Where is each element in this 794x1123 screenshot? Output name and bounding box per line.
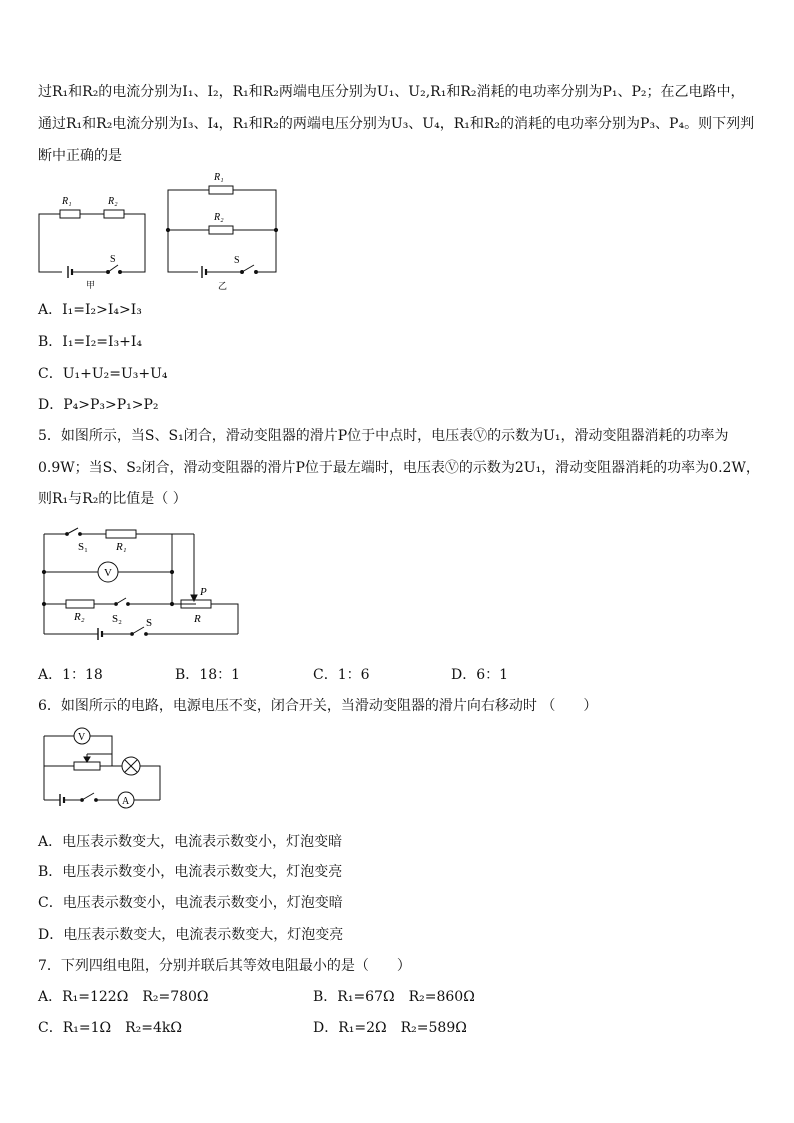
q6-option-d: D．电压表示数变大，电流表示数变大，灯泡变亮: [38, 927, 344, 943]
label-r1-q5: R₁: [116, 541, 127, 553]
q4-option-a: A．I₁=I₂>I₄>I₃: [38, 302, 142, 318]
resistor-r1-q5: [106, 530, 136, 538]
q6-option-b: B．电压表示数变小，电流表示数变大，灯泡变亮: [38, 864, 343, 880]
label-s-q5: S: [146, 617, 153, 629]
voltmeter-label-q5: V: [104, 567, 112, 579]
label-r-q5: R: [194, 613, 201, 625]
voltmeter-label-q6: V: [78, 732, 86, 743]
q4-stem-line1: 过R₁和R₂的电流分别为I₁、I₂，R₁和R₂两端电压分别为U₁、U₂,R₁和R₂消耗的电功率分别为P₁、P₂；在乙电路中，: [38, 84, 745, 100]
switch-s-q5: [132, 627, 144, 634]
q7-stem: 7．下列四组电阻，分别并联后其等效电阻最小的是（ ）: [38, 958, 411, 974]
switch-s1-q5: [67, 528, 78, 534]
q4-stem-line3: 断中正确的是: [38, 148, 122, 164]
q5-stem-line2: 0.9W；当S、S₂闭合，滑动变阻器的滑片P位于最左端时，电压表Ⓥ的示数为2U₁，滑动变阻器消耗的功率为0.2W，: [38, 460, 760, 476]
label-r1-yi: R₁: [214, 172, 224, 183]
q5-option-b: B．18：1: [175, 667, 241, 683]
q5-option-c: C．1：6: [313, 667, 370, 683]
circuit-jia-figure: [34, 188, 154, 292]
q4-stem-line2: 通过R₁和R₂电流分别为I₃、I₄，R₁和R₂的两端电压分别为U₃、U₄，R₁和R₂的消耗的电功率分别为P₃、P₄。则下列判: [38, 116, 755, 132]
q5-stem-line3: 则R₁与R₂的比值是（ ）: [38, 491, 187, 507]
label-s-yi: S: [234, 255, 240, 266]
circuit-yi-figure: [162, 168, 282, 292]
ammeter-label-q6: A: [122, 796, 130, 807]
label-r2-q5: R₂: [74, 611, 85, 623]
resistor-r2-yi: [209, 226, 233, 234]
q6-stem: 6．如图所示的电路，电源电压不变，闭合开关，当滑动变阻器的滑片向右移动时 （ ）: [38, 698, 598, 714]
q7-option-b: B．R₁=67Ω R₂=860Ω: [313, 989, 475, 1005]
resistor-r2-q5: [66, 600, 94, 608]
resistor-r1-jia: [60, 210, 80, 218]
label-r1-jia: R₁: [62, 196, 72, 207]
label-r2-jia: R₂: [108, 196, 118, 207]
q7-option-c: C．R₁=1Ω R₂=4kΩ: [38, 1020, 182, 1036]
q4-option-b: B．I₁=I₂=I₃+I₄: [38, 334, 143, 350]
circuit-q6-figure: [38, 726, 168, 812]
q5-option-d: D．6：1: [451, 667, 509, 683]
switch-q6: [82, 793, 94, 800]
switch-s2-q5: [116, 598, 126, 604]
label-s2-q5: S₂: [112, 613, 122, 625]
resistor-r1-yi: [209, 186, 233, 194]
q7-option-a: A．R₁=122Ω R₂=780Ω: [38, 989, 209, 1005]
caption-yi: 乙: [218, 281, 228, 291]
label-p-q5: P: [200, 586, 207, 598]
resistor-r2-jia: [104, 210, 124, 218]
q4-option-c: C．U₁+U₂=U₃+U₄: [38, 366, 168, 382]
q4-option-d: D．P₄>P₃>P₁>P₂: [38, 397, 159, 413]
switch-s-yi: [242, 265, 254, 272]
q6-option-c: C．电压表示数变小，电流表示数变小，灯泡变暗: [38, 895, 343, 911]
q5-option-a: A．1：18: [38, 667, 103, 683]
q7-option-d: D．R₁=2Ω R₂=589Ω: [313, 1020, 467, 1036]
rheostat-q6: [74, 762, 100, 770]
q6-option-a: A．电压表示数变大，电流表示数变小，灯泡变暗: [38, 834, 343, 850]
circuit-q5-figure: [36, 522, 246, 646]
caption-jia: 甲: [86, 280, 96, 290]
label-r2-yi: R₂: [214, 212, 224, 223]
switch-s-jia: [108, 265, 118, 272]
label-s1-q5: S₁: [78, 541, 88, 553]
label-s-jia: S: [110, 254, 116, 265]
q5-stem-line1: 5．如图所示，当S、S₁闭合，滑动变阻器的滑片P位于中点时，电压表Ⓥ的示数为U₁，滑动变阻器消耗的功率为: [38, 428, 729, 444]
